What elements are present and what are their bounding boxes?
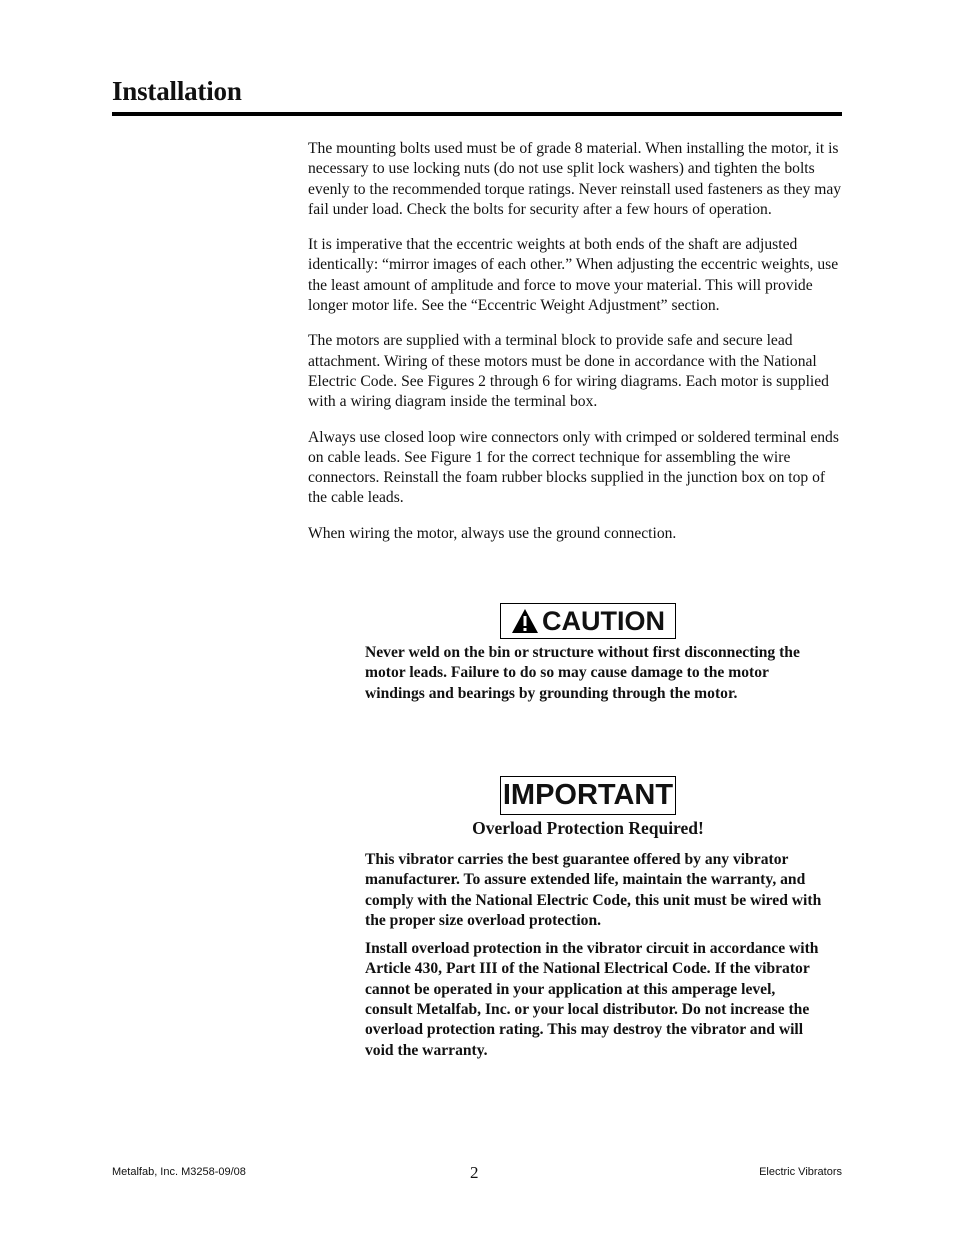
important-section [365,850,825,1069]
footer-right: Electric Vibrators [759,1166,842,1178]
paragraph-terminal-block: The motors are supplied with a terminal block to provide safe and secure lead attachment. Wiring of these motors must be done in accordance with the National Electric Code. See Figures 2 through 6 for wiring diagrams. Each motor is supplied with a wiring diagram inside the terminal box. [308,332,829,411]
body-text [308,139,848,559]
paragraph-wire-connectors: Always use closed loop wire connectors only with crimped or soldered terminal ends on cable leads. See Figure 1 for the correct technique for assembling the wire connectors. Reinstall the foam rubber blocks supplied in the junction box on top of the cable leads. [308,428,839,507]
title-rule [112,112,842,116]
caution-text: Never weld on the bin or structure without first disconnecting the motor leads. Failure to do so may cause damage to the motor windings and bearings by grounding through the motor. [365,644,800,702]
caution-label-box [500,603,676,639]
important-label-box [500,776,676,815]
footer-left: Metalfab, Inc. M3258-09/08 [112,1166,246,1178]
caution-section [365,643,825,704]
important-paragraph-guarantee: This vibrator carries the best guarantee offered by any vibrator manufacturer. To assure extended life, maintain the warranty, and comply with the National Electric Code, this unit must be wired with the proper size overload protection. [365,851,822,929]
important-paragraph-overload: Install overload protection in the vibrator circuit in accordance with Article 430, Part III of the National Electrical Code. If the vibrator cannot be operated in your application at this amperage level, consult Metalfab, Inc. or your local distributor. Do not increase the overload protection rating. This may destroy the vibrator and will void the warranty. [365,940,819,1059]
important-subtitle: Overload Protection Required! [472,818,704,838]
paragraph-ground-connection: When wiring the motor, always use the ground connection. [308,524,677,542]
page-number: 2 [470,1163,479,1182]
page-title: Installation [112,76,242,106]
warning-triangle-icon [511,608,539,634]
paragraph-mounting-bolts: The mounting bolts used must be of grade 8 material. When installing the motor, it is necessary to use locking nuts (do not use split lock washers) and tighten the bolts evenly to the recommended torque ratings. Never reinstall used fasteners as they may fail under load. Check the bolts for security after a few hours of operation. [308,140,842,218]
important-label: IMPORTANT [502,779,674,811]
caution-label: CAUTION [542,605,665,636]
paragraph-eccentric-weights: It is imperative that the eccentric weights at both ends of the shaft are adjusted identically: “mirror images of each other.” When adjusting the eccentric weights, use the least amount of amplitude and force to move your material. This will provide longer motor life. See the “Eccentric Weight Adjustment” section. [308,236,839,315]
